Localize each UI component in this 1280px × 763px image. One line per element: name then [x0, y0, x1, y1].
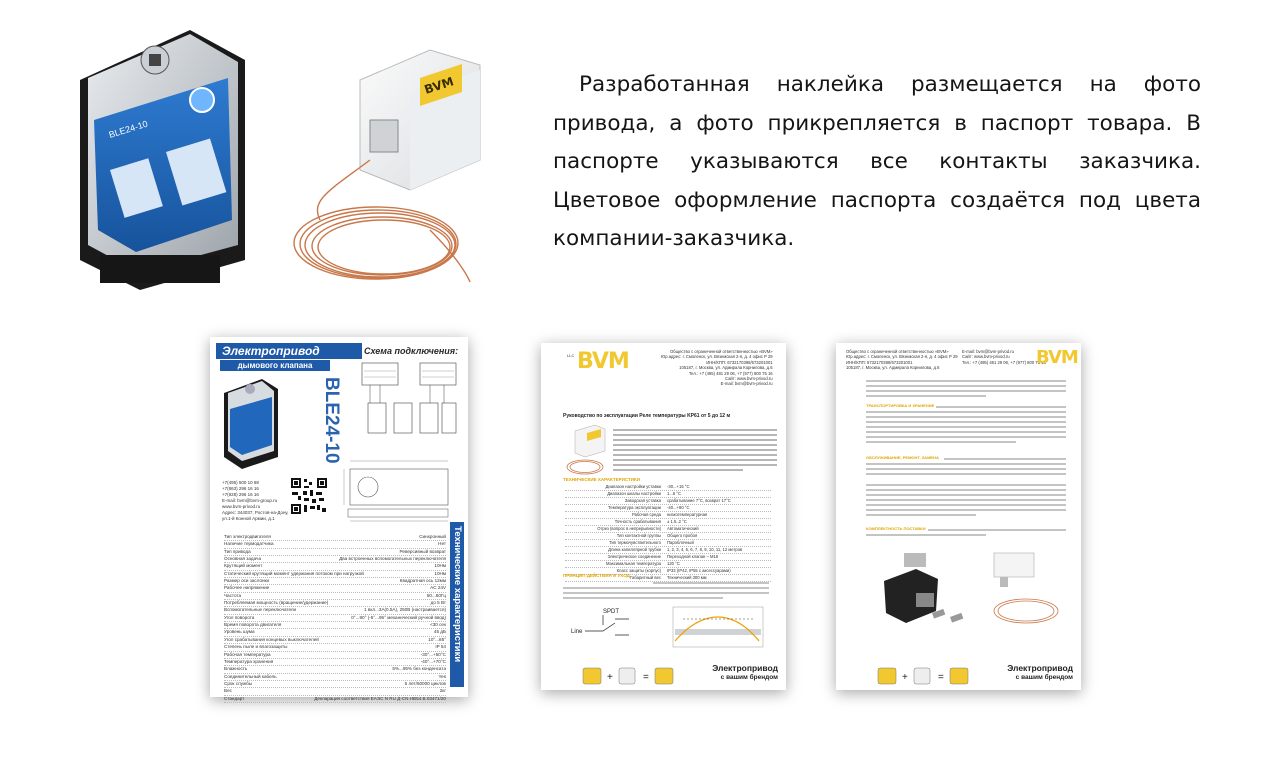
spec-value: IP33 (IP42, IP55 с аксессуарами) [667, 568, 731, 573]
spec-label: Частота [224, 592, 242, 598]
spec-row [565, 526, 771, 533]
spec-value: IP 54 [435, 644, 446, 650]
spec-value: 2кг [439, 688, 446, 694]
doc2-footer [541, 662, 786, 690]
doc3-header-right [962, 349, 1046, 365]
contact-line: ул.1-й Конной Армии, д.1 [222, 516, 275, 521]
doc2-header [661, 349, 773, 387]
header-line: Тел.: +7 (495) 481 29 06, +7 (977) 800 75 16 [688, 370, 773, 376]
spec-label: Наличие термодатчика [224, 541, 274, 547]
doc1-wiring-diagram [360, 359, 460, 454]
contact-line: E-mail: bvm@bvm-group.ru [222, 498, 278, 503]
header-line: Сайт: www.bvm-privod.ru [725, 376, 773, 382]
doc3-footer [836, 662, 1081, 690]
spec-label: Длина капиллярной трубки [608, 547, 661, 552]
spec-label: Вес [224, 688, 232, 694]
spec-value: 10Нм [434, 563, 446, 569]
spec-value: -30...+15 °C [667, 484, 690, 489]
spec-row [565, 554, 771, 561]
spec-label: Точность срабатывания [614, 519, 661, 524]
doc1-subtitle: дымового клапана [220, 360, 330, 371]
header-line: Тел.: +7 (495) 481 29 06, +7 (977) 800 75 16 [962, 359, 1046, 365]
spec-label: Тип привода [224, 548, 251, 554]
spec-row [224, 644, 446, 651]
spec-value: 0°...90° (-5°...95° механический ручной ввод) [351, 614, 446, 620]
header-line: Общество с ограниченной ответственностью «BVM» [846, 349, 949, 354]
spec-value: низкотемпературная [667, 512, 708, 517]
doc2-text-lines [613, 428, 777, 476]
header-line: Общество с ограниченной ответственностью «BVM» [670, 349, 773, 354]
spec-row [224, 593, 446, 600]
spec-value: Нет [438, 541, 446, 547]
actuator-image [80, 30, 245, 290]
spec-label: Угол поворота [224, 614, 255, 620]
doc2-spec-table [565, 484, 771, 582]
spec-value: Квадратная ось 12мм [399, 578, 446, 584]
spec-row [224, 615, 446, 622]
spec-row [224, 622, 446, 629]
spec-value: 120 °C [667, 561, 680, 566]
spec-value: -30°...+50°C [420, 651, 446, 657]
spec-value: Переходной клапан – М16 [667, 554, 719, 559]
spec-value: Реверсивный возврат [399, 548, 446, 554]
spec-label: Рабочее напряжение [224, 585, 270, 591]
spec-value: AC 24V [430, 585, 446, 591]
spec-row [224, 688, 446, 695]
doc2-relay-photo [563, 425, 607, 477]
doc3-heading-package: КОМПЛЕКТНОСТЬ ПОСТАВКИ [866, 526, 926, 531]
spec-value: срабатывание 7°C, возврат 17°C [667, 498, 731, 503]
spec-label: Вспомогательные переключатели [224, 607, 297, 613]
spec-value: Пароблочный [667, 540, 694, 545]
spec-row [224, 681, 446, 688]
header-line: Юр.адрес: г. Смоленск, ул. Вяземская 2-я, д. 4 офис Р 29 [661, 354, 773, 360]
spec-row [224, 578, 446, 585]
spec-row [224, 585, 446, 592]
spec-value: 45 дБ [433, 629, 446, 635]
header-line: ИНН/КПП: 6732170398/673201001 [706, 359, 773, 365]
spec-label: Диапазон настройки уставки [605, 484, 661, 489]
spec-label: Рабочая среда [632, 512, 661, 517]
header-line: 105187, г. Москва, ул. Адмирала Корнилова, д.6 [846, 365, 940, 371]
spec-value: 10Нм [434, 570, 446, 576]
doc3-bvm-logo: BVM [1036, 347, 1078, 368]
spec-value: 1 вкл...3A(0.5A), 250В (настраивается) [364, 607, 446, 613]
spec-row [224, 600, 446, 607]
spec-label: Время поворота двигателя [224, 622, 282, 628]
spec-label: Рабочая температура [224, 651, 271, 657]
spec-row [224, 666, 446, 673]
spec-row [565, 547, 771, 554]
manual-relay-page2-thumbnail[interactable] [836, 343, 1081, 690]
contact-line: Адрес: 344037, Ростов-на-Дону, [222, 510, 289, 515]
doc1-actuator-photo [222, 375, 280, 470]
spec-label: Срок службы [224, 680, 253, 686]
svg-text:SPDT: SPDT [603, 609, 620, 615]
doc1-title: Электропривод [216, 343, 362, 359]
spec-label: Класс защиты (корпус) [616, 568, 661, 573]
header-line: E-mail: bvm@bvm-privod.ru [962, 349, 1014, 354]
spec-row [224, 571, 446, 578]
spec-value: Синхронный [419, 534, 446, 539]
spec-value: <30 сек [430, 622, 446, 628]
spec-label: Тип термочувствительного [609, 540, 661, 545]
doc2-logo-prefix: LLC [567, 353, 575, 358]
spec-label: Потребляемая мощность (вращение/удержание) [224, 600, 329, 606]
spec-row [565, 540, 771, 547]
spec-label: Крутящий момент [224, 563, 263, 569]
spec-label: Температура эксплуатации [608, 505, 661, 510]
spec-label: Диапазон шкалы настройки [607, 491, 661, 496]
doc2-footer-brand: Электропривод с вашим брендом [712, 663, 778, 681]
spec-value: ± 1.5..2 °C [667, 519, 687, 524]
svg-text:Line: Line [571, 629, 583, 635]
contact-line: +7(863) 296 16 16 [222, 486, 259, 491]
svg-text:=: = [643, 672, 649, 683]
spec-value: Декларация соответствия ЕАЭС N RU Д-CN.НВ54.В.03471/20 [314, 695, 446, 701]
spec-label: Габаритный вес [629, 575, 661, 580]
spec-row [565, 533, 771, 540]
spec-value: Два встроенных вспомогательных переключателя [339, 556, 446, 562]
doc2-section2-heading: ПРИНЦИП ДЕЙСТВИЯ И УХОД [563, 573, 630, 578]
doc1-side-heading: Технические характеристики [452, 526, 463, 663]
doc2-title: Руководство по эксплуатации Реле температуры KP61 от 5 до 12 м [563, 413, 731, 419]
doc3-heading-service: ОБСЛУЖИВАНИЕ, РЕМОНТ, ЗАМЕНА [866, 455, 939, 460]
spec-value: 1, 2, 3, 4, 5, 6, 7, 8, 9, 10, 11, 12 метров [667, 547, 743, 552]
contact-line: +7(495) 500 10 98 [222, 480, 259, 485]
spec-value: -40...+80 °C [667, 505, 690, 510]
spec-row [224, 629, 446, 636]
spec-row [565, 498, 771, 505]
doc3-bracket-photos [876, 541, 1066, 641]
spec-row [565, 561, 771, 568]
spec-row [224, 549, 446, 556]
spec-value: 5%...95% без конденсата [392, 666, 446, 672]
doc3-header-left [846, 349, 958, 371]
header-line: ИНН/КПП: 6732170398/673201001 [846, 359, 913, 365]
spec-label: Максимальная температура [606, 561, 661, 566]
manual-relay-thumbnail[interactable] [541, 343, 786, 690]
svg-text:BVM: BVM [422, 74, 456, 97]
header-line: 105187, г. Москва, ул. Адмирала Корнилова, д.6 [679, 365, 773, 371]
spec-row [565, 519, 771, 526]
spec-label: Статический крутящий момент удержания потоком при нагрузкой [224, 570, 364, 576]
spec-value: Общего пробоя [667, 533, 698, 538]
spec-row [224, 607, 446, 614]
spec-row [224, 563, 446, 570]
doc2-section2-lines [563, 581, 769, 601]
spec-value: 5 лет/60000 циклов [404, 680, 446, 686]
spec-value: Технический 300 мм [667, 575, 707, 580]
svg-text:=: = [938, 672, 944, 683]
spec-row [224, 541, 446, 548]
contact-line: +7(928) 296 16 16 [222, 492, 259, 497]
contact-line: www.bvm-privod.ru [222, 504, 261, 509]
spec-label: Электрическое соединение [607, 554, 661, 559]
spec-value: -40°...+70°C [420, 658, 446, 664]
spec-label: Уровень шума [224, 629, 255, 635]
header-line: E-mail: bvm@bvm-privod.ru [720, 381, 773, 387]
spec-label: Угол срабатывания концевых выключателей [224, 636, 319, 642]
svg-text:+: + [902, 672, 908, 683]
spec-value: 10°...85° [428, 636, 446, 642]
spec-label: Тип электродвигателя [224, 534, 271, 539]
svg-text:+: + [607, 672, 613, 683]
spec-value: 50...60Гц [426, 592, 446, 598]
doc1-scheme-title: Схема подключения: [364, 346, 459, 356]
doc2-switch-diagram [563, 605, 769, 651]
spec-value: до 5 Вт [430, 600, 446, 606]
intro-paragraph: Разработанная наклейка размещается на фото привода, а фото прикрепляется в паспорт товара. В паспорте указываются все контакты заказчика. Цветовое оформление паспорта создаётся под цвета компании-заказчика. [553, 72, 1201, 251]
spec-row [565, 512, 771, 519]
doc1-side-heading-bar [450, 522, 464, 687]
spec-label: Заводская уставка [624, 498, 661, 503]
spec-value: Yes [438, 673, 446, 679]
spec-label: Отрез (вопрос в непрерывности) [597, 526, 661, 531]
doc1-rotated-model: BLE24-10 [321, 377, 342, 464]
spec-label: Степень пыле и влагозащиты [224, 644, 288, 650]
spec-row [565, 491, 771, 498]
spec-label: Влажность [224, 666, 248, 672]
product-photo [70, 20, 490, 300]
spec-row [224, 637, 446, 644]
doc1-contacts [222, 480, 288, 522]
spec-label: Стандарт [224, 695, 245, 701]
spec-value: Автоматический [667, 526, 699, 531]
spec-label: Температура хранения [224, 658, 274, 664]
doc2-section-heading: ТЕХНИЧЕСКИЕ ХАРАКТЕРИСТИКИ [563, 477, 640, 482]
doc2-bvm-logo: BVM [577, 349, 629, 374]
relay-image [360, 50, 480, 190]
spec-row [565, 484, 771, 491]
spec-label: Размер оси заслонки [224, 578, 270, 584]
spec-row [224, 652, 446, 659]
spec-row [224, 674, 446, 681]
doc1-spec-table [224, 534, 446, 703]
spec-label: Основная задача [224, 556, 262, 562]
spec-row [565, 505, 771, 512]
doc1-qr-code [290, 477, 328, 515]
doc1-dimension-drawing [342, 455, 460, 525]
spec-value: 1...6 °C [667, 491, 682, 496]
header-line: Юр.адрес: г. Смоленск, ул. Вяземская 2-я, д. 4 офис Р 29 [846, 354, 958, 360]
svg-text:BLE24-10: BLE24-10 [107, 118, 149, 140]
spec-row [224, 659, 446, 666]
spec-row [224, 534, 446, 541]
passport-actuator-thumbnail[interactable] [210, 337, 468, 701]
header-line: Сайт: www.bvm-privod.ru [962, 354, 1010, 360]
spec-label: Тип контактной группы [616, 533, 661, 538]
doc3-heading-transport: ТРАНСПОРТИРОВКА И ХРАНЕНИЕ [866, 403, 935, 408]
spec-label: Соединительный кабель [224, 673, 277, 679]
doc3-footer-brand: Электропривод с вашим брендом [1007, 663, 1073, 681]
spec-row [224, 696, 446, 703]
